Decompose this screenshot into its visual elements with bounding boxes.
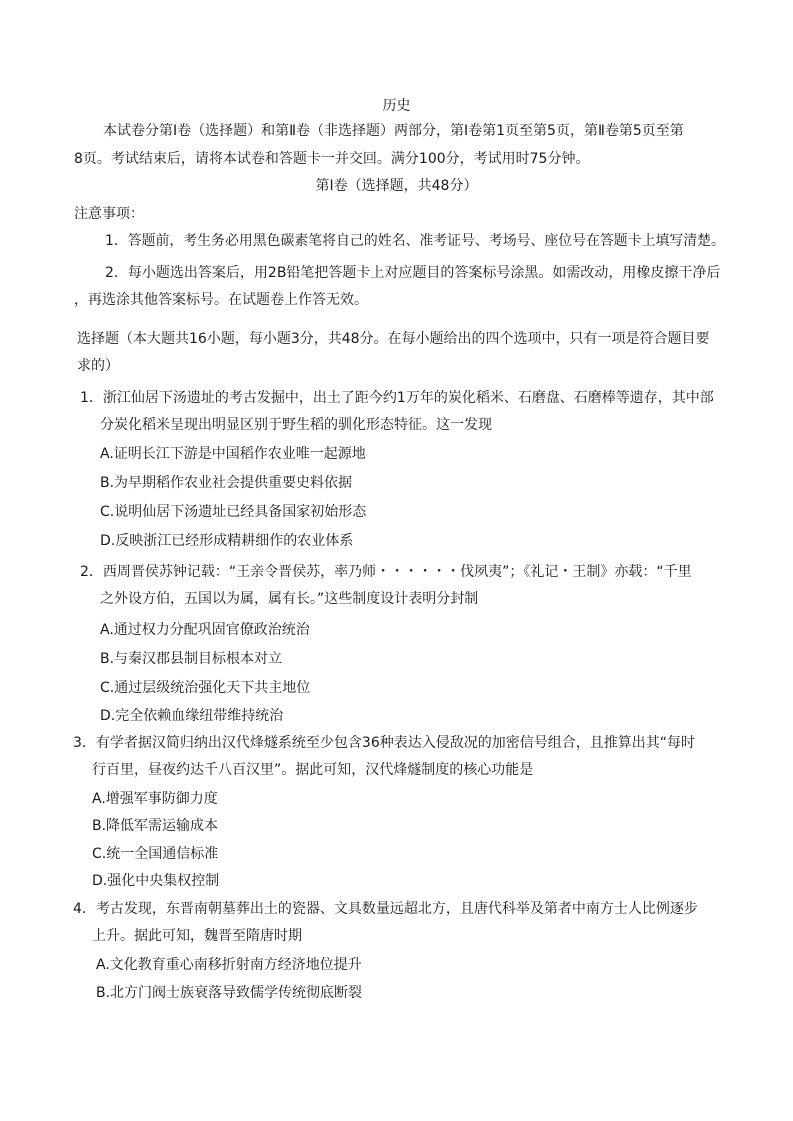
option-a: A.证明长江下游是中国稻作农业唯一起源地 (100, 446, 366, 462)
question-stem: 2．西周晋侯苏钟记载：“王亲令晋侯苏，率乃师・・・・・・伐夙夷”；《礼记・王制》亦载：“千里 (80, 564, 692, 580)
option-a: A.增强军事防御力度 (92, 791, 218, 807)
option-a: A.通过权力分配巩固官僚政治统治 (100, 622, 310, 638)
option-a: A.文化教育重心南移折射南方经济地位提升 (96, 957, 362, 973)
question-stem: 行百里，昼夜约达千八百汉里”。据此可知，汉代烽燧制度的核心功能是 (92, 762, 534, 778)
choice-intro-line: 选择题（本大题共16小题，每小题3分，共48分。在每小题给出的四个选项中，只有一项是符合题目要 (77, 331, 710, 347)
question-stem: 上升。据此可知，魏晋至隋唐时期 (92, 928, 302, 944)
note-item: 2．每小题选出答案后，用2B铅笔把答题卡上对应题目的答案标号涂黑。如需改动，用橡皮擦干净后 (105, 265, 721, 281)
question-stem: 1．浙江仙居下汤遗址的考古发掘中，出土了距今约1万年的炭化稻米、石磨盘、石磨棒等遗存，其中部 (80, 390, 714, 406)
question-stem: 分炭化稻米呈现出明显区别于野生稻的驯化形态特征。这一发现 (100, 417, 492, 433)
question-stem: 3．有学者据汉简归纳出汉代烽燧系统至少包含36种表达入侵敌况的加密信号组合，且推算出其“每时 (73, 735, 695, 751)
option-b: B.北方门阀士族衰落导致儒学传统彻底断裂 (96, 985, 363, 1001)
section-title: 第Ⅰ卷（选择题，共48分） (315, 178, 478, 194)
question-stem: 4．考古发现，东晋南朝墓葬出土的瓷器、文具数量远超北方，且唐代科举及第者中南方士人比例逐步 (73, 901, 698, 917)
intro-line: 8页。考试结束后，请将本试卷和答题卡一并交回。满分100分，考试用时75分钟。 (74, 151, 590, 167)
note-item-continuation: ，再选涂其他答案标号。在试题卷上作答无效。 (74, 292, 368, 308)
option-b: B.与秦汉郡县制目标根本对立 (100, 651, 283, 667)
option-c: C.统一全国通信标准 (92, 846, 219, 862)
notes-heading: 注意事项： (74, 206, 144, 222)
choice-intro-line: 求的） (77, 358, 119, 374)
option-d: D.完全依赖血缘纽带维持统治 (100, 708, 284, 724)
note-item: 1．答题前，考生务必用黑色碳素笔将自己的姓名、准考证号、考场号、座位号在答题卡上填写清楚。 (105, 233, 725, 249)
option-c: C.通过层级统治强化天下共主地位 (100, 680, 311, 696)
intro-line: 本试卷分第Ⅰ卷（选择题）和第Ⅱ卷（非选择题）两部分，第Ⅰ卷第1页至第5页，第Ⅱ卷第5页至第 (103, 123, 684, 139)
option-d: D.反映浙江已经形成精耕细作的农业体系 (100, 533, 354, 549)
page-title: 历史 (382, 98, 411, 114)
option-c: C.说明仙居下汤遗址已经具备国家初始形态 (100, 504, 367, 520)
option-b: B.降低军需运输成本 (92, 818, 219, 834)
option-d: D.强化中央集权控制 (92, 873, 220, 889)
option-b: B.为早期稻作农业社会提供重要史料依据 (100, 475, 353, 491)
question-stem: 之外设方伯，五国以为属，属有长。”这些制度设计表明分封制 (100, 591, 479, 607)
